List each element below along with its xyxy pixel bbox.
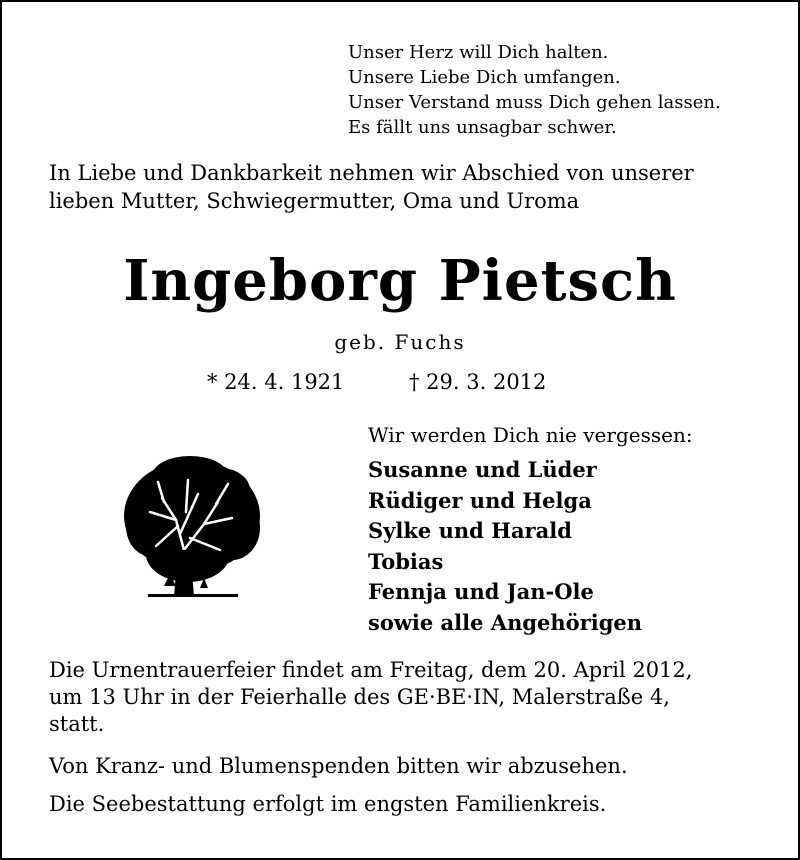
poem-line: Es fällt uns unsagbar schwer. (348, 117, 617, 138)
wreath-note: Von Kranz- und Blumenspenden bitten wir abzusehen. (49, 754, 628, 778)
deceased-name: Ingeborg Pietsch (123, 248, 677, 314)
family-member: Tobias (368, 548, 444, 574)
birth-date: * 24. 4. 1921 (207, 370, 345, 394)
family-member: Fennja und Jan-Ole (368, 579, 594, 604)
ceremony-line: statt. (49, 712, 105, 736)
ceremony-line: um 13 Uhr in der Feierhalle des GE·BE·IN, Malerstraße 4, (49, 685, 670, 709)
family-list (368, 455, 642, 638)
ceremony-info (49, 657, 692, 738)
intro-text (49, 159, 694, 215)
family-member: Rüdiger und Helga (368, 487, 592, 513)
poem-line: Unsere Liebe Dich umfangen. (348, 67, 621, 88)
poem (348, 40, 721, 140)
poem-line: Unser Verstand muss Dich gehen lassen. (348, 92, 721, 113)
ceremony-line: Die Urnentrauerfeier findet am Freitag, dem 20. April 2012, (49, 658, 693, 682)
family-member: Sylke und Harald (368, 518, 572, 543)
tree-icon (120, 454, 265, 613)
family-member: sowie alle Angehörigen (368, 609, 643, 635)
family-member: Susanne und Lüder (368, 457, 597, 482)
intro-line: lieben Mutter, Schwiegermutter, Oma und Uroma (49, 189, 580, 213)
poem-line: Unser Herz will Dich halten. (348, 42, 609, 63)
maiden-name: geb. Fuchs (334, 330, 466, 354)
death-date: † 29. 3. 2012 (409, 370, 547, 394)
closing-line: Wir werden Dich nie vergessen: (368, 423, 693, 447)
intro-line: In Liebe und Dankbarkeit nehmen wir Abschied von unserer (49, 161, 694, 185)
burial-note: Die Seebestattung erfolgt im engsten Familienkreis. (49, 792, 607, 816)
